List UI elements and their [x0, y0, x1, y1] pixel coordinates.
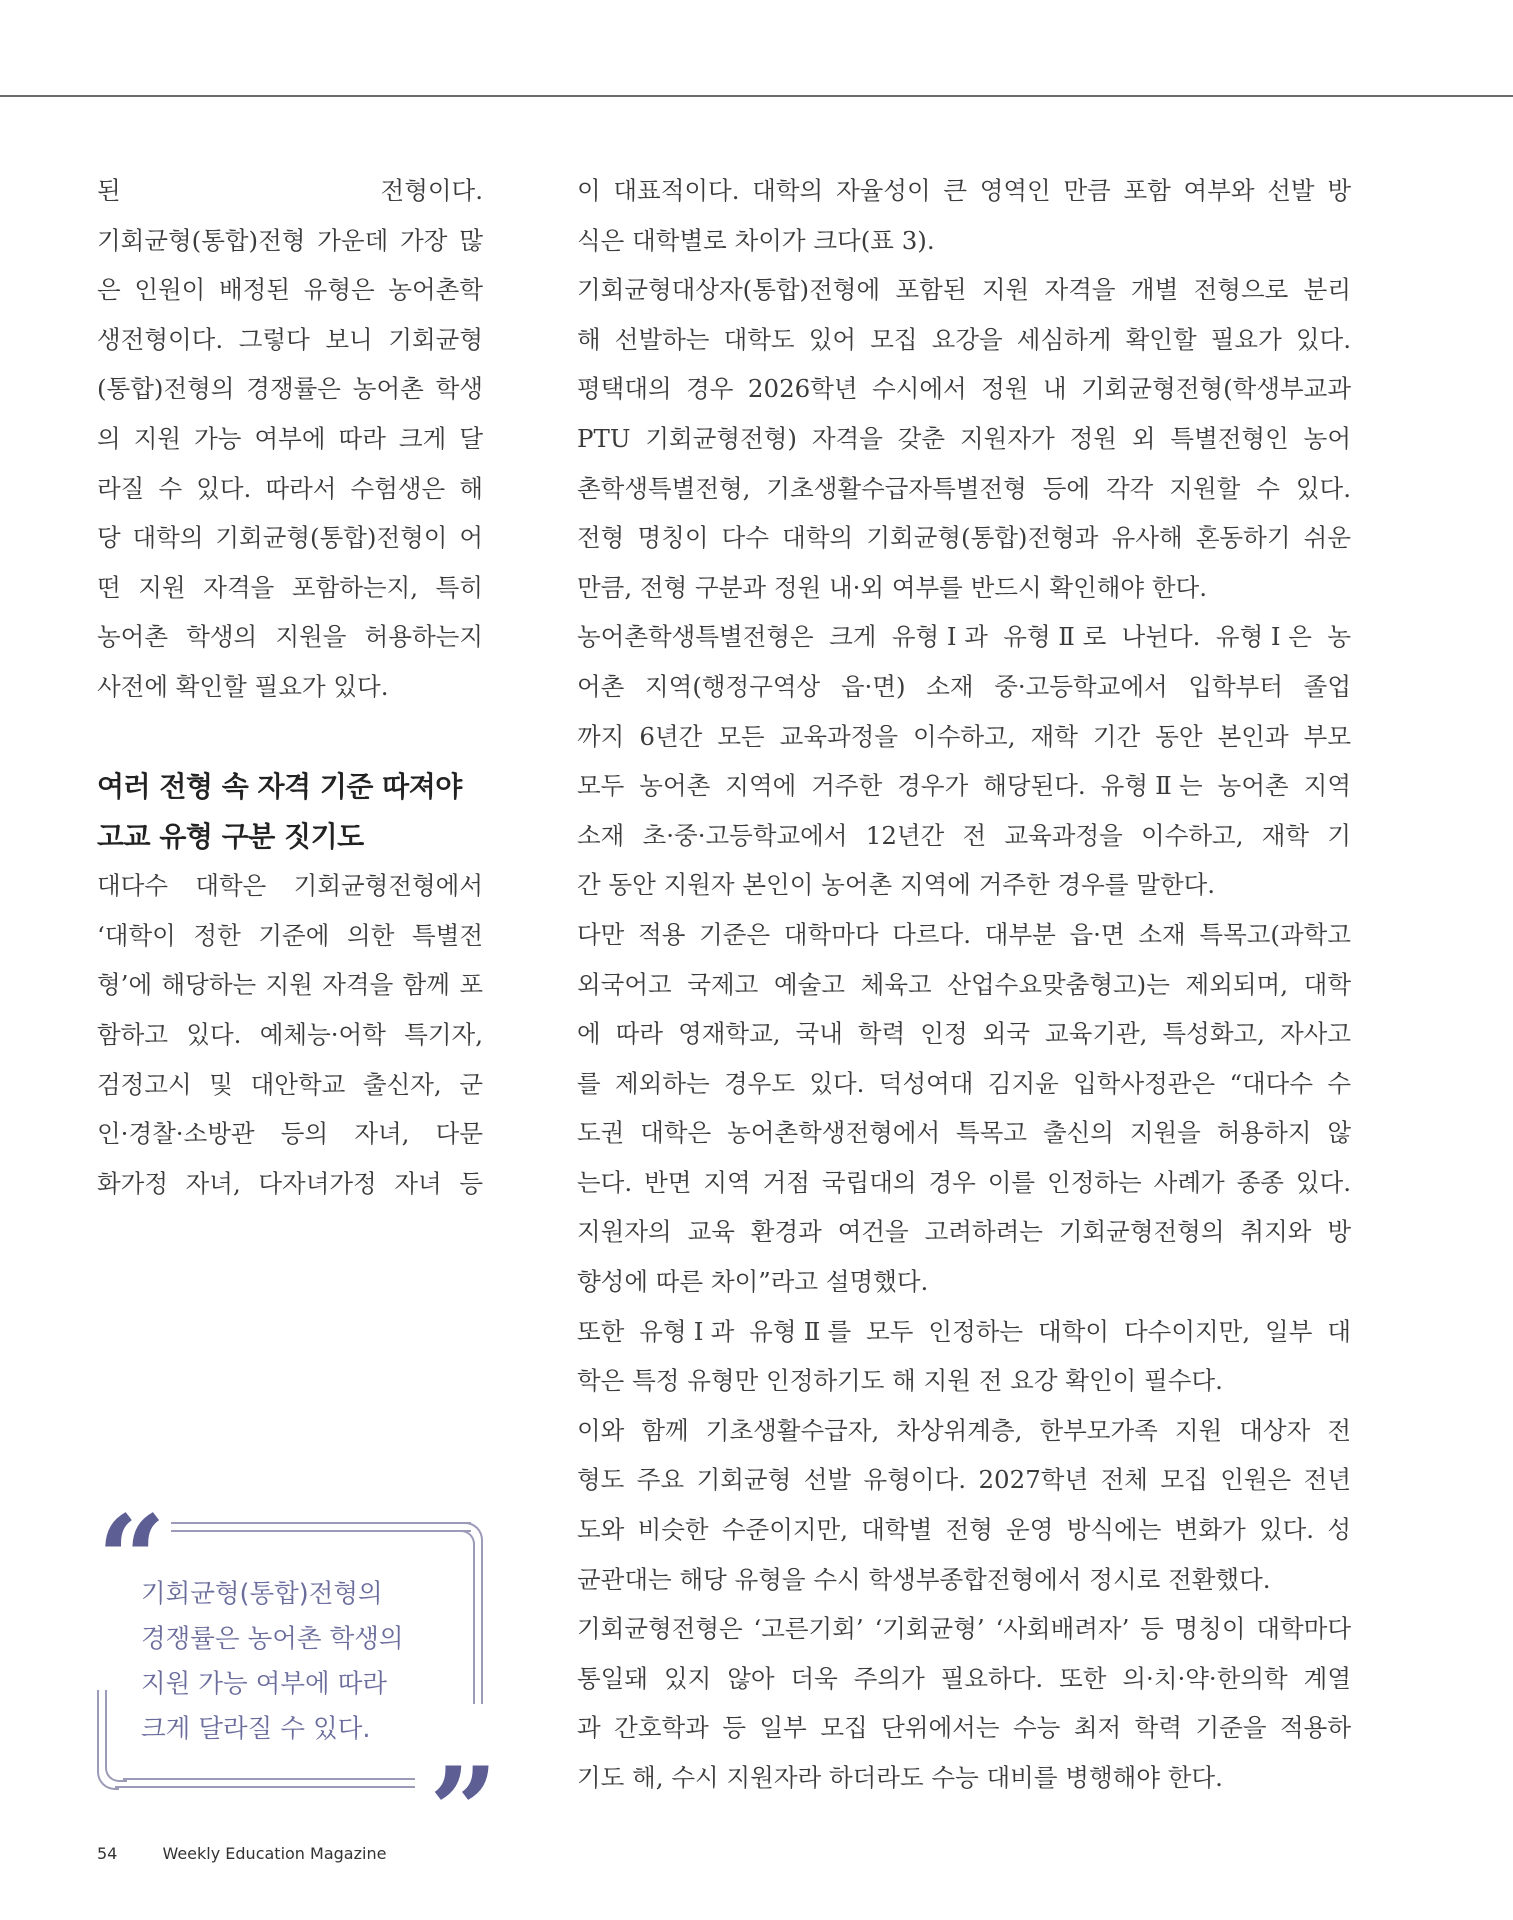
pull-quote-line: 크게 달라질 수 있다. [141, 1714, 371, 1744]
text-line: 평택대의 경우 2026학년 수시에서 정원 내 기회균형전형(학생부교과 [577, 374, 1351, 404]
text-line: 의 지원 가능 여부에 따라 크게 달 [97, 423, 483, 453]
text-line: 기도 해, 수시 지원자라 하더라도 수능 대비를 병행해야 한다. [577, 1763, 1223, 1792]
text-line: PTU 기회균형전형) 자격을 갖춘 지원자가 정원 외 특별전형인 농어 [577, 423, 1351, 453]
pull-quote-text [141, 1572, 461, 1752]
text-line: 된 전형이다. [97, 176, 483, 205]
right-column [577, 166, 1351, 1803]
text-line: 라질 수 있다. 따라서 수험생은 해 [97, 473, 483, 503]
text-line: 에 따라 영재학교, 국내 학력 인정 외국 교육기관, 특성화고, 자사고 [577, 1019, 1351, 1049]
magazine-name: Weekly Education Magazine [162, 1844, 387, 1863]
text-line: (통합)전형의 경쟁률은 농어촌 학생 [97, 374, 483, 404]
quote-frame-line [171, 1530, 471, 1532]
text-line: 전형 명칭이 다수 대학의 기회균형(통합)전형과 유사해 혼동하기 쉬운 [577, 523, 1351, 553]
pull-quote-line: 기회균형(통합)전형의 [141, 1579, 383, 1609]
text-line: 인·경찰·소방관 등의 자녀, 다문 [97, 1119, 483, 1149]
text-line: 는다. 반면 지역 거점 국립대의 경우 이를 인정하는 사례가 종종 있다. [577, 1167, 1351, 1197]
pull-quote-line: 지원 가능 여부에 따라 [141, 1669, 388, 1699]
text-line: 사전에 확인할 필요가 있다. [97, 671, 389, 701]
text-line: 또한 유형Ⅰ과 유형Ⅱ를 모두 인정하는 대학이 다수이지만, 일부 대 [577, 1316, 1351, 1346]
text-line: 화가정 자녀, 다자녀가정 자녀 등 [97, 1168, 483, 1198]
quote-frame-corner [105, 1690, 127, 1782]
text-line: 떤 지원 자격을 포함하는지, 특히 [97, 572, 483, 602]
text-line: 모두 농어촌 지역에 거주한 경우가 해당된다. 유형Ⅱ는 농어촌 지역 [577, 771, 1351, 801]
text-line: 농어촌 학생의 지원을 허용하는지 [97, 622, 483, 652]
text-line: 도와 비슷한 수준이지만, 대학별 전형 운영 방식에는 변화가 있다. 성 [577, 1515, 1351, 1545]
page-footer [97, 1844, 386, 1863]
text-line: 함하고 있다. 예체능·어학 특기자, [97, 1019, 483, 1049]
text-line: 만큼, 전형 구분과 정원 내·외 여부를 반드시 확인해야 한다. [577, 572, 1208, 602]
text-line: 은 인원이 배정된 유형은 농어촌학 [97, 275, 483, 305]
text-line: 과 간호학과 등 일부 모집 단위에서는 수능 최저 학력 기준을 적용하 [577, 1713, 1351, 1743]
text-line: 기회균형(통합)전형 가운데 가장 많 [97, 225, 483, 255]
text-line: 어촌 지역(행정구역상 읍·면) 소재 중·고등학교에서 입학부터 졸업 [577, 671, 1351, 701]
text-line: 까지 6년간 모든 교육과정을 이수하고, 재학 기간 동안 본인과 부모 [577, 721, 1351, 751]
text-line: 지원자의 교육 환경과 여건을 고려하려는 기회균형전형의 취지와 방 [577, 1217, 1351, 1247]
text-line: 농어촌학생특별전형은 크게 유형Ⅰ과 유형Ⅱ로 나뉜다. 유형Ⅰ은 농 [577, 622, 1351, 652]
text-line: 를 제외하는 경우도 있다. 덕성여대 김지윤 입학사정관은 “대다수 수 [577, 1068, 1351, 1098]
header-rule [0, 95, 1513, 97]
pull-quote [97, 1500, 499, 1832]
text-line: 해 선발하는 대학도 있어 모집 요강을 세심하게 확인할 필요가 있다. [577, 324, 1351, 354]
pull-quote-line: 경쟁률은 농어촌 학생의 [141, 1624, 404, 1654]
quote-frame-line [115, 1786, 415, 1788]
text-line: 촌학생특별전형, 기초생활수급자특별전형 등에 각각 지원할 수 있다. [577, 473, 1351, 503]
text-line: 다만 적용 기준은 대학마다 다르다. 대부분 읍·면 소재 특목고(과학고 [577, 919, 1351, 949]
left-column-intro [97, 166, 483, 712]
text-line: 균관대는 해당 유형을 수시 학생부종합전형에서 정시로 전환했다. [577, 1564, 1271, 1594]
section-heading-line-1: 여러 전형 속 자격 기준 따져야 [97, 770, 462, 803]
text-line: 학은 특정 유형만 인정하기도 해 지원 전 요강 확인이 필수다. [577, 1366, 1223, 1396]
text-line: 식은 대학별로 차이가 크다(표 3). [577, 225, 935, 255]
text-line: 기회균형대상자(통합)전형에 포함된 지원 자격을 개별 전형으로 분리 [577, 275, 1351, 305]
text-line: 간 동안 지원자 본인이 농어촌 지역에 거주한 경우를 말한다. [577, 870, 1216, 900]
section-heading-block [97, 762, 483, 1208]
text-line: 형’에 해당하는 지원 자격을 함께 포 [97, 970, 483, 1000]
text-line: 이와 함께 기초생활수급자, 차상위계층, 한부모가족 지원 대상자 전 [577, 1415, 1351, 1445]
quote-frame-line [171, 1522, 471, 1524]
text-line: 기회균형전형은 ‘고른기회’ ‘기회균형’ ‘사회배려자’ 등 명칭이 대학마다 [577, 1614, 1351, 1644]
text-line: 형도 주요 기회균형 선발 유형이다. 2027학년 전체 모집 인원은 전년 [577, 1465, 1351, 1495]
open-quote-mark: “ [97, 1500, 167, 1580]
quote-frame-line [123, 1778, 415, 1780]
text-line: 대다수 대학은 기회균형전형에서 [97, 871, 483, 901]
text-line: 이 대표적이다. 대학의 자율성이 큰 영역인 만큼 포함 여부와 선발 방 [577, 176, 1351, 205]
text-line: 소재 초·중·고등학교에서 12년간 전 교육과정을 이수하고, 재학 기 [577, 820, 1351, 850]
text-line: 향성에 따른 차이”라고 설명했다. [577, 1267, 929, 1297]
text-line: ‘대학이 정한 기준에 의한 특별전 [97, 920, 483, 950]
text-line: 외국어고 국제고 예술고 체육고 산업수요맞춤형고)는 제외되며, 대학 [577, 969, 1351, 999]
section-heading-line-2: 고교 유형 구분 짓기도 [97, 819, 364, 853]
page-number: 54 [97, 1844, 118, 1863]
text-line: 생전형이다. 그렇다 보니 기회균형 [97, 324, 483, 354]
text-line: 도권 대학은 농어촌학생전형에서 특목고 출신의 지원을 허용하지 않 [577, 1118, 1351, 1148]
text-line: 당 대학의 기회균형(통합)전형이 어 [97, 523, 483, 553]
text-line: 검정고시 및 대안학교 출신자, 군 [97, 1069, 483, 1099]
text-line: 통일돼 있지 않아 더욱 주의가 필요하다. 또한 의·치·약·한의학 계열 [577, 1663, 1351, 1693]
close-quote-mark: ” [429, 1752, 499, 1832]
left-column-body [97, 861, 483, 1208]
